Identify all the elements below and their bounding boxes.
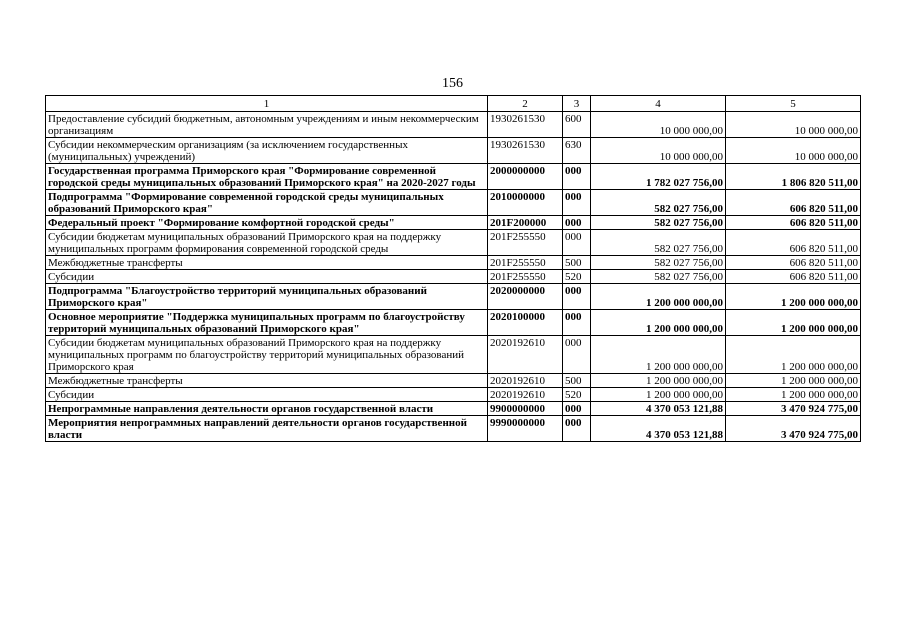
row-sum-2026-cell: 1 782 027 756,00 (591, 164, 726, 190)
row-code-cell: 9990000000 (488, 416, 563, 442)
row-vr-cell: 000 (563, 336, 591, 374)
header-cell-code: 2 (488, 96, 563, 112)
row-name-cell: Подпрограмма "Формирование современной городской среды муниципальных образований Приморского края" (46, 190, 488, 216)
row-name-cell: Субсидии (46, 388, 488, 402)
table-row (46, 336, 861, 374)
row-code-cell: 2020192610 (488, 374, 563, 388)
row-sum-2026-cell: 1 200 000 000,00 (591, 284, 726, 310)
row-name-cell: Непрограммные направления деятельности органов государственной власти (46, 402, 488, 416)
row-sum-2027-cell: 1 200 000 000,00 (726, 336, 861, 374)
row-sum-2027-cell: 1 200 000 000,00 (726, 388, 861, 402)
row-sum-2026-cell: 582 027 756,00 (591, 190, 726, 216)
row-sum-2027-cell: 1 806 820 511,00 (726, 164, 861, 190)
row-sum-2027-cell: 1 200 000 000,00 (726, 310, 861, 336)
row-sum-2026-cell: 10 000 000,00 (591, 112, 726, 138)
row-sum-2027-cell: 10 000 000,00 (726, 112, 861, 138)
row-sum-2027-cell: 1 200 000 000,00 (726, 284, 861, 310)
row-sum-2026-cell: 582 027 756,00 (591, 216, 726, 230)
row-sum-2026-cell: 4 370 053 121,88 (591, 402, 726, 416)
row-code-cell: 2010000000 (488, 190, 563, 216)
table-header-row (46, 96, 861, 112)
row-vr-cell: 000 (563, 230, 591, 256)
row-code-cell: 2020192610 (488, 336, 563, 374)
table-row (46, 284, 861, 310)
row-code-cell: 201F255550 (488, 270, 563, 284)
row-sum-2026-cell: 582 027 756,00 (591, 270, 726, 284)
table-row (46, 388, 861, 402)
row-vr-cell: 600 (563, 112, 591, 138)
header-cell-vr: 3 (563, 96, 591, 112)
row-sum-2027-cell: 606 820 511,00 (726, 216, 861, 230)
table-row (46, 112, 861, 138)
page-number: 156 (442, 76, 463, 91)
row-name-cell: Мероприятия непрограммных направлений деятельности органов государственной власти (46, 416, 488, 442)
row-vr-cell: 630 (563, 138, 591, 164)
table-row (46, 216, 861, 230)
budget-table (45, 95, 861, 442)
row-name-cell: Субсидии бюджетам муниципальных образований Приморского края на поддержку муниципальных программ по благоустройству территорий муниципальных образований Приморского края (46, 336, 488, 374)
row-vr-cell: 000 (563, 284, 591, 310)
row-code-cell: 201F255550 (488, 256, 563, 270)
row-sum-2026-cell: 4 370 053 121,88 (591, 416, 726, 442)
row-code-cell: 2020192610 (488, 388, 563, 402)
row-sum-2026-cell: 10 000 000,00 (591, 138, 726, 164)
row-name-cell: Федеральный проект "Формирование комфортной городской среды" (46, 216, 488, 230)
row-name-cell: Межбюджетные трансферты (46, 374, 488, 388)
row-vr-cell: 520 (563, 270, 591, 284)
row-sum-2027-cell: 1 200 000 000,00 (726, 374, 861, 388)
row-sum-2026-cell: 582 027 756,00 (591, 230, 726, 256)
row-sum-2027-cell: 3 470 924 775,00 (726, 416, 861, 442)
row-name-cell: Государственная программа Приморского края "Формирование современной городской среды муниципальных образований Приморского края" на 2020-2027 годы (46, 164, 488, 190)
row-name-cell: Предоставление субсидий бюджетным, автономным учреждениям и иным некоммерческим организациям (46, 112, 488, 138)
row-sum-2027-cell: 10 000 000,00 (726, 138, 861, 164)
table-row (46, 270, 861, 284)
row-code-cell: 1930261530 (488, 112, 563, 138)
row-sum-2026-cell: 582 027 756,00 (591, 256, 726, 270)
table-row (46, 310, 861, 336)
row-sum-2027-cell: 606 820 511,00 (726, 270, 861, 284)
row-sum-2027-cell: 606 820 511,00 (726, 230, 861, 256)
row-vr-cell: 500 (563, 256, 591, 270)
row-sum-2026-cell: 1 200 000 000,00 (591, 374, 726, 388)
row-sum-2026-cell: 1 200 000 000,00 (591, 388, 726, 402)
row-code-cell: 2000000000 (488, 164, 563, 190)
table-row (46, 374, 861, 388)
table-row (46, 190, 861, 216)
table-row (46, 138, 861, 164)
row-name-cell: Субсидии (46, 270, 488, 284)
row-vr-cell: 000 (563, 310, 591, 336)
row-vr-cell: 000 (563, 190, 591, 216)
row-sum-2026-cell: 1 200 000 000,00 (591, 336, 726, 374)
table-row (46, 416, 861, 442)
row-code-cell: 9900000000 (488, 402, 563, 416)
row-vr-cell: 000 (563, 216, 591, 230)
row-name-cell: Основное мероприятие "Поддержка муниципальных программ по благоустройству территорий муниципальных образований Приморского края" (46, 310, 488, 336)
table-row (46, 256, 861, 270)
table-row (46, 230, 861, 256)
row-vr-cell: 500 (563, 374, 591, 388)
row-name-cell: Подпрограмма "Благоустройство территорий муниципальных образований Приморского края" (46, 284, 488, 310)
row-vr-cell: 000 (563, 164, 591, 190)
row-vr-cell: 000 (563, 416, 591, 442)
row-sum-2027-cell: 3 470 924 775,00 (726, 402, 861, 416)
header-cell-sum2: 5 (726, 96, 861, 112)
row-vr-cell: 520 (563, 388, 591, 402)
row-vr-cell: 000 (563, 402, 591, 416)
table-row (46, 164, 861, 190)
row-code-cell: 2020000000 (488, 284, 563, 310)
row-code-cell: 1930261530 (488, 138, 563, 164)
row-code-cell: 2020100000 (488, 310, 563, 336)
header-cell-name: 1 (46, 96, 488, 112)
header-cell-sum1: 4 (591, 96, 726, 112)
row-code-cell: 201F200000 (488, 216, 563, 230)
table-row (46, 402, 861, 416)
row-name-cell: Межбюджетные трансферты (46, 256, 488, 270)
row-name-cell: Субсидии некоммерческим организациям (за исключением государственных (муниципальных) учреждений) (46, 138, 488, 164)
row-code-cell: 201F255550 (488, 230, 563, 256)
row-sum-2027-cell: 606 820 511,00 (726, 190, 861, 216)
row-sum-2027-cell: 606 820 511,00 (726, 256, 861, 270)
row-sum-2026-cell: 1 200 000 000,00 (591, 310, 726, 336)
row-name-cell: Субсидии бюджетам муниципальных образований Приморского края на поддержку муниципальных программ формирования современной городской среды (46, 230, 488, 256)
